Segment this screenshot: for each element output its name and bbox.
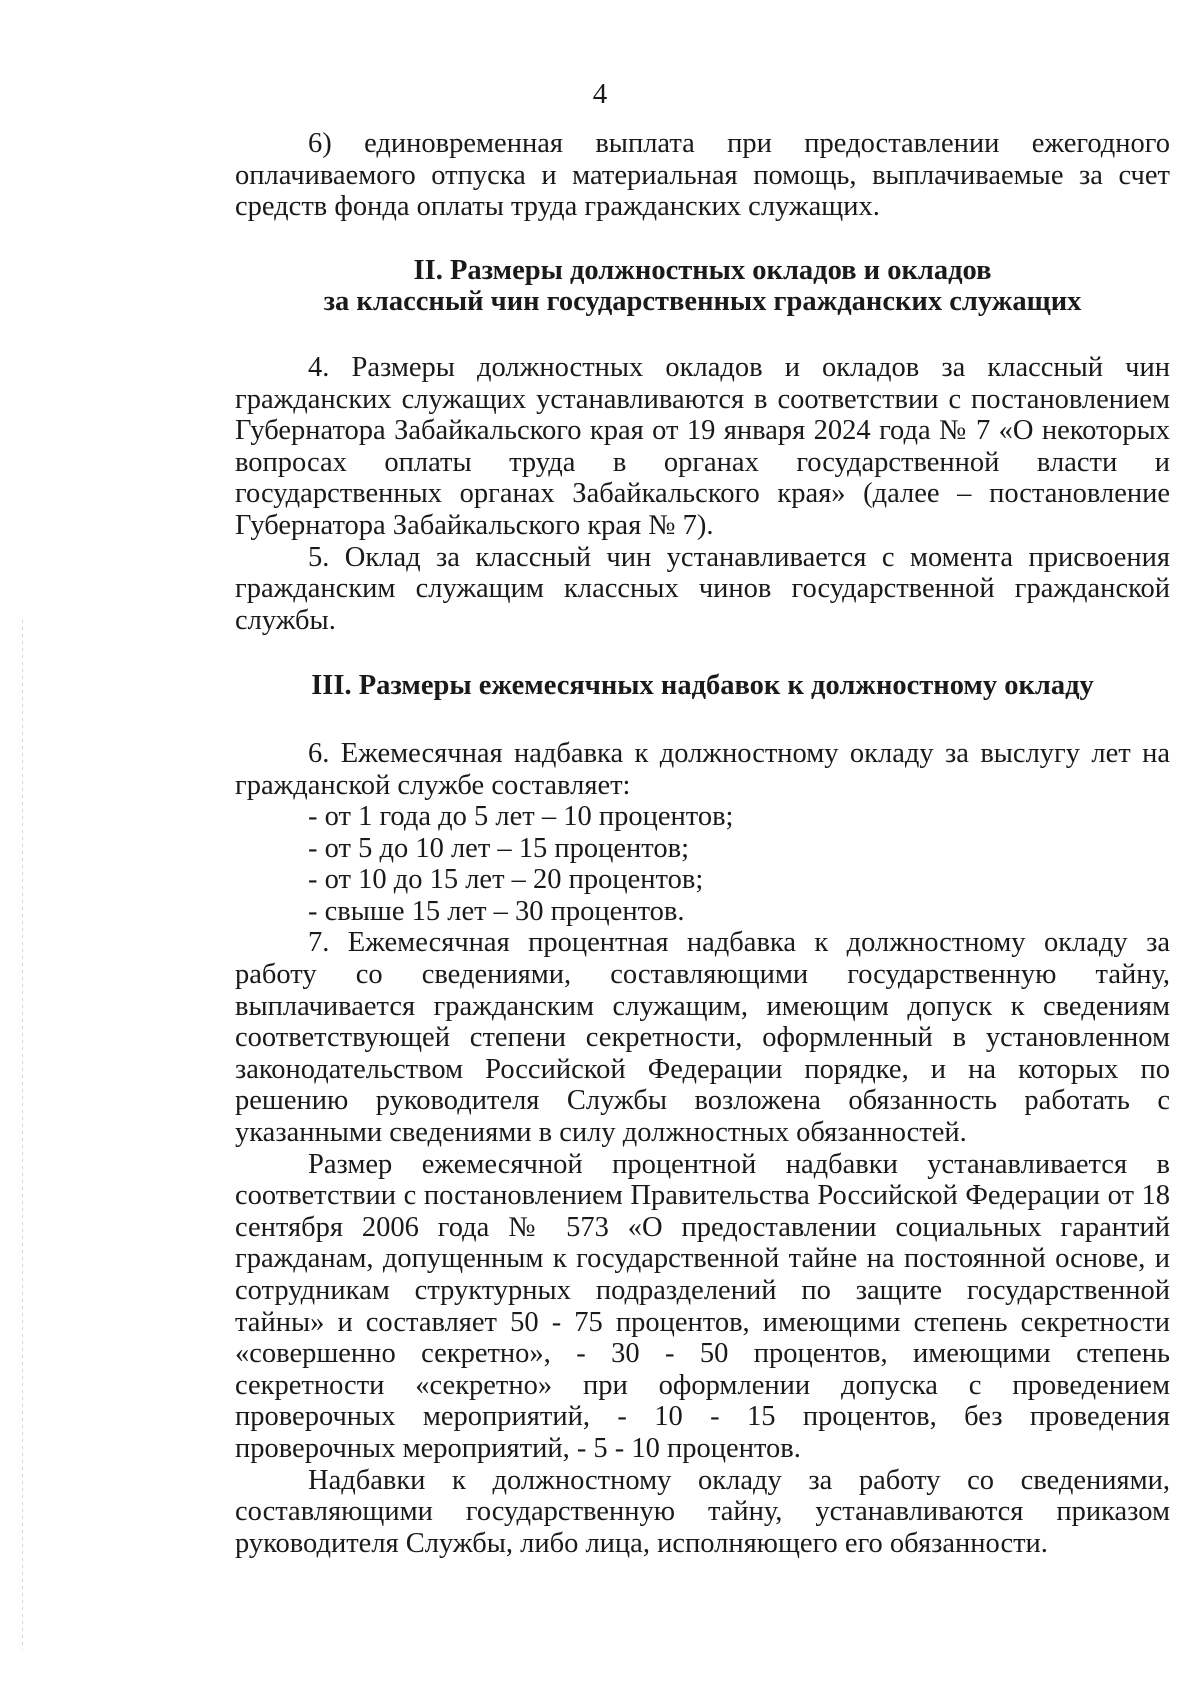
- list-item: - от 10 до 15 лет – 20 процентов;: [308, 864, 704, 896]
- scan-margin-artifact: [22, 620, 23, 1650]
- list-item: - от 5 до 10 лет – 15 процентов;: [308, 832, 690, 864]
- section-2-title: [235, 255, 1170, 318]
- list-item: - свыше 15 лет – 30 процентов.: [308, 895, 685, 927]
- paragraph-6: 6. Ежемесячная надбавка к должностному окладу за выслугу лет на гражданской службе составляет:: [235, 737, 1170, 801]
- paragraph-allowance-size: Размер ежемесячной процентной надбавки устанавливается в соответствии с постановлением Правительства Российской Федерации от 18 сентября 2006 года № 573 «О предоставлении социальных гарантий гражданам, допущенным к государственной тайне на постоянной основе, и сотрудникам структурных подразделений по защите государственной тайны» и составляет 50 - 75 процентов, имеющими степень секретности «совершенно секретно», - 30 - 50 процентов, имеющими степень секретности «секретно» при оформлении допуска с проведением проверочных мероприятий, - 10 - 15 процентов, без проведения проверочных мероприятий, - 5 - 10 процентов.: [235, 1148, 1170, 1464]
- paragraph-allowance-order: Надбавки к должностному окладу за работу со сведениями, составляющими государственную тайну, устанавливаются приказом руководителя Службы, либо лица, исполняющего его обязанности.: [235, 1464, 1170, 1559]
- document-body: [235, 128, 1170, 1559]
- section-2-title-line-1: II. Размеры должностных окладов и окладов: [413, 254, 992, 286]
- page-number: 4: [592, 78, 608, 110]
- section-2-title-line-2: за классный чин государственных гражданских служащих: [323, 286, 1082, 318]
- paragraph-item-6: 6) единовременная выплата при предоставлении ежегодного оплачиваемого отпуска и материальная помощь, выплачиваемые за счет средств фонда оплаты труда гражданских служащих.: [235, 128, 1170, 223]
- paragraph-4: 4. Размеры должностных окладов и окладов за классный чин гражданских служащих устанавливаются в соответствии с постановлением Губернатора Забайкальского края от 19 января 2024 года № 7 «О некоторых вопросах оплаты труда в органах государственной власти и государственных органах Забайкальского края» (далее – постановление Губернатора Забайкальского края № 7).: [235, 351, 1170, 541]
- section-3-title: III. Размеры ежемесячных надбавок к должностному окладу: [311, 670, 1094, 702]
- paragraph-7: 7. Ежемесячная процентная надбавка к должностному окладу за работу со сведениями, составляющими государственную тайну, выплачивается гражданским служащим, имеющим допуск к сведениям соответствующей степени секретности, оформленный в установленном законодательством Российской Федерации порядке, и на которых по решению руководителя Службы возложена обязанность работать с указанными сведениями в силу должностных обязанностей.: [235, 927, 1170, 1149]
- paragraph-5: 5. Оклад за классный чин устанавливается с момента присвоения гражданским служащим классных чинов государственной гражданской службы.: [235, 541, 1170, 636]
- list-item: - от 1 года до 5 лет – 10 процентов;: [308, 801, 734, 833]
